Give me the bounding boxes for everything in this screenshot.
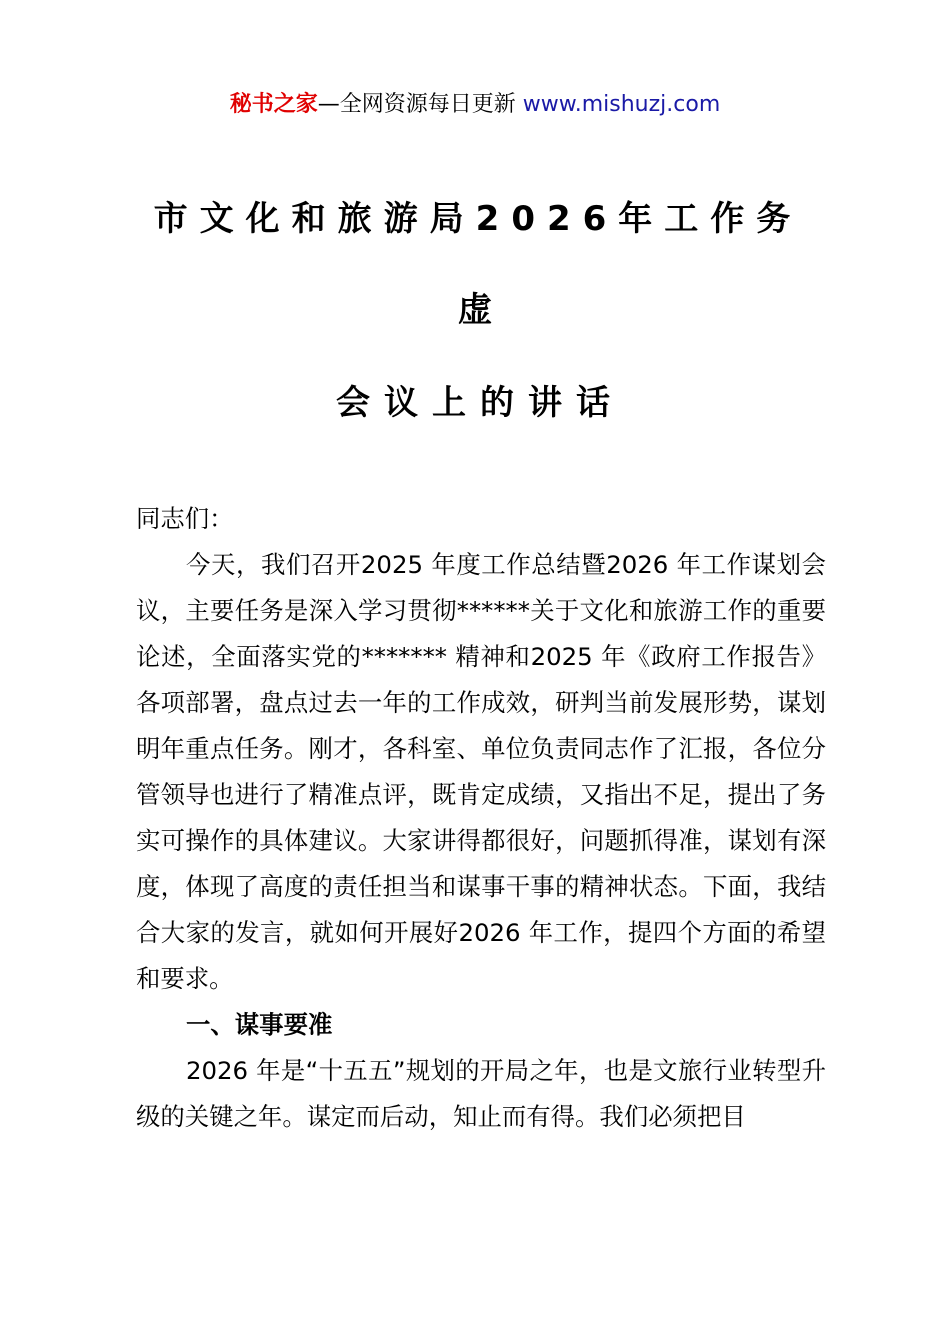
- document-title-line-2: 虚: [458, 290, 492, 330]
- paragraph-intro: 今天，我们召开2025 年度工作总结暨2026 年工作谋划会议，主要任务是深入学习贯彻******关于文化和旅游工作的重要论述，全面落实党的******* 精神和2025 年《政府工作报告》各项部署，盘点过去一年的工作成效，研判当前发展形势，谋划明年重点任务。刚才，各科室、单位负责同志作了汇报，各位分管领导也进行了精准点评，既肯定成绩，又指出不足，提出了务实可操作的具体建议。大家讲得都很好，问题抓得准，谋划有深度，体现了高度的责任担当和谋事干事的精神状态。下面，我结合大家的发言，就如何开展好2026 年工作，提四个方面的希望和要求。: [136, 550, 826, 993]
- document-body: [136, 496, 826, 1140]
- salutation: 同志们：: [136, 504, 234, 533]
- paragraph-section-1: 2026 年是“十五五”规划的开局之年，也是文旅行业转型升级的关键之年。谋定而后动，知止而有得。我们必须把目: [136, 1056, 826, 1131]
- section-heading-1: 一、谋事要准: [186, 1010, 333, 1039]
- document-title-line-1: 市文化和旅游局2026年工作务: [153, 199, 803, 239]
- document-title-line-3: 会议上的讲话: [336, 383, 624, 423]
- site-url[interactable]: www.mishuzj.com: [522, 92, 721, 117]
- site-brand: 秘书之家: [229, 92, 318, 117]
- site-tagline: —全网资源每日更新: [317, 92, 523, 117]
- site-banner: [0, 88, 950, 122]
